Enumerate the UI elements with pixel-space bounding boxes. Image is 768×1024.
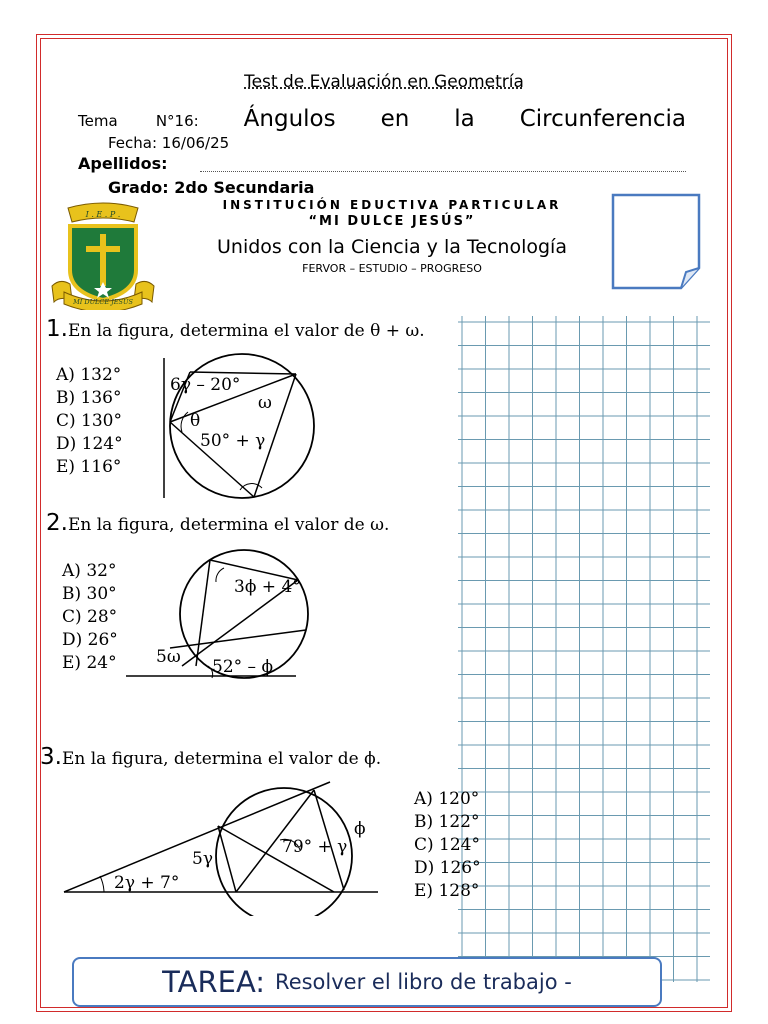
homework-box [72, 957, 662, 1007]
topic-word-3: la [454, 106, 475, 132]
question-1-prompt: En la figura, determina el valor de θ + ω. [67, 321, 425, 341]
tema-label: Tema [78, 112, 118, 130]
school-logo [50, 200, 156, 310]
q3-option-d: D) 126° [414, 858, 481, 878]
q3-option-a: A) 120° [414, 789, 480, 809]
q2-option-b: B) 30° [62, 584, 117, 604]
institution-type: INSTITUCIÓN EDUCTIVA PARTICULAR [222, 198, 562, 212]
question-3-prompt: En la figura, determina el valor de ϕ. [61, 749, 382, 769]
q3-label-angle: 79° + γ [282, 837, 348, 857]
question-1-options [56, 364, 123, 479]
apellidos-field[interactable] [200, 171, 686, 172]
q3-option-e: E) 128° [414, 881, 480, 901]
topic-line [78, 106, 686, 132]
grado-line [108, 178, 314, 197]
topic-word-1: Ángulos [243, 106, 336, 132]
question-2-options [62, 560, 118, 675]
q2-option-a: A) 32° [62, 561, 117, 581]
q2-label-omega: 5ω [156, 647, 181, 667]
q1-option-d: D) 124° [56, 434, 123, 454]
q2-option-c: C) 28° [62, 607, 118, 627]
q3-option-c: C) 124° [414, 835, 480, 855]
q1-label-arc-bottom: 50° + γ [200, 431, 266, 451]
q2-option-d: D) 26° [62, 630, 118, 650]
question-2-prompt: En la figura, determina el valor de ω. [67, 515, 390, 535]
topic-word-4: Circunferencia [519, 106, 686, 132]
institution-name: “MI DULCE JESÚS” [308, 214, 476, 229]
q1-label-arc: 6γ – 20° [170, 375, 241, 395]
question-3-number: 3. [40, 744, 62, 770]
apellidos-label: Apellidos: [78, 154, 168, 173]
institution-values: FERVOR – ESTUDIO – PROGRESO [302, 262, 482, 275]
q2-label-bottom: 52° – ϕ [212, 657, 274, 677]
topic-word-2: en [380, 106, 410, 132]
question-2-figure [120, 548, 340, 686]
q2-label-top: 3ϕ + 4° [234, 577, 301, 597]
q3-label-arc: 5γ [192, 849, 213, 869]
question-1-number: 1. [46, 316, 68, 342]
test-title: Test de Evaluación en Geometría [244, 72, 524, 92]
question-3 [40, 744, 381, 770]
q1-option-a: A) 132° [56, 365, 122, 385]
question-1 [46, 316, 425, 342]
question-2-number: 2. [46, 510, 68, 536]
q1-option-e: E) 116° [56, 457, 122, 477]
institution-motto: Unidos con la Ciencia y la Tecnología [217, 236, 567, 258]
grado-value: 2do Secundaria [174, 178, 315, 197]
q3-label-vertex: 2γ + 7° [114, 873, 180, 893]
tema-number: N°16: [155, 112, 199, 130]
homework-label: TAREA: [162, 965, 266, 999]
q1-option-c: C) 130° [56, 411, 122, 431]
question-3-figure [60, 776, 390, 916]
question-2 [46, 510, 389, 536]
logo-top-text: I . E . P . [85, 210, 121, 219]
logo-ribbon-text: MI DULCE JESÚS [73, 298, 133, 306]
grado-label: Grado: [108, 178, 169, 197]
q3-option-b: B) 122° [414, 812, 480, 832]
q3-label-phi: ϕ [354, 819, 366, 839]
q1-option-b: B) 136° [56, 388, 122, 408]
note-icon [610, 192, 704, 292]
question-1-figure [150, 352, 330, 502]
q2-option-e: E) 24° [62, 653, 117, 673]
q1-label-omega: ω [258, 393, 272, 413]
homework-text: Resolver el libro de trabajo - [275, 970, 572, 994]
date-line: Fecha: 16/06/25 [108, 134, 230, 152]
question-3-options [414, 788, 481, 903]
q1-label-theta: θ [190, 411, 201, 431]
